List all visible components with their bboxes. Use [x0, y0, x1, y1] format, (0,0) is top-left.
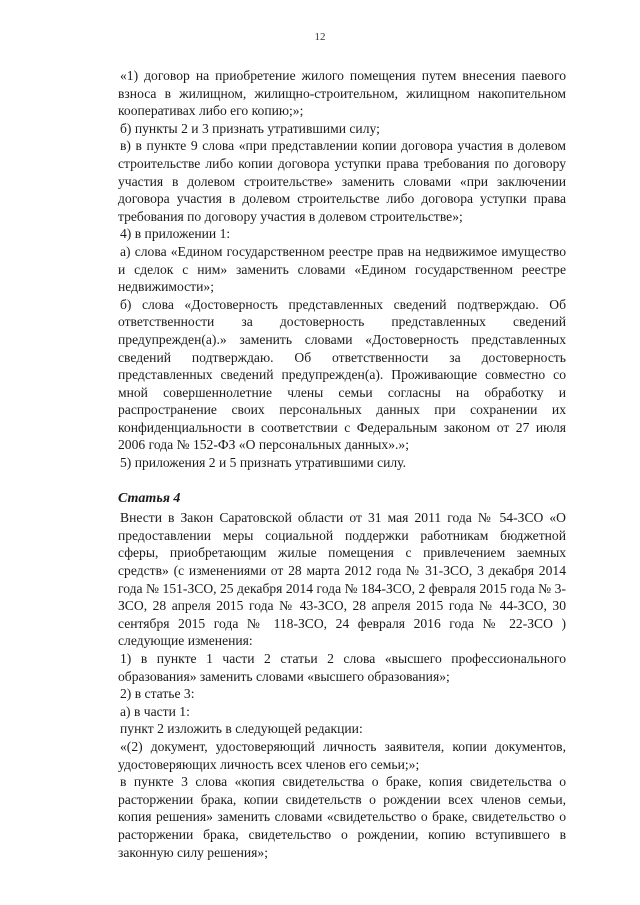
paragraph: 2) в статье 3: — [120, 686, 195, 702]
paragraph: а) слова «Едином государственном реестре прав на недвижимое имущество и сделок с ним» заменить словами «Едином государственном реестре недвижимости»; — [118, 243, 566, 295]
document-body — [118, 67, 566, 861]
paragraph: б) слова «Достоверность представленных сведений подтверждаю. Об ответственности за достоверность представленных сведений предупрежден(а).» заменить словами «Достоверность представленных сведений подтверждаю. Об ответственности за достоверность представленных сведений предупрежден(а). Проживающие совместно со мной совершеннолетние члены семьи согласны на обработку и распространение своих персональных данных при сохранении их конфиденциальности в соответствии с Федеральным законом от 27 июля 2006 года № 152-ФЗ «О персональных данных».»; — [118, 296, 566, 453]
article-heading — [118, 490, 566, 508]
paragraph: в) в пункте 9 слова «при представлении копии договора участия в долевом строительстве либо копии договора уступки права требования по договору участия в долевом строительстве» заменить словами «при заключении договора участия в долевом строительстве либо договора уступки права требования по договору участия в долевом строительстве»; — [118, 138, 566, 224]
paragraph: пункт 2 изложить в следующей редакции: — [120, 721, 363, 737]
page-number: 12 — [314, 31, 326, 43]
paragraph: 5) приложения 2 и 5 признать утратившими силу. — [120, 455, 406, 471]
paragraph: б) пункты 2 и 3 признать утратившими силу; — [120, 120, 380, 136]
paragraph: Внести в Закон Саратовской области от 31 мая 2011 года № 54-ЗСО «О предоставлении меры социальной поддержки работникам бюджетной сферы, приобретающим жилые помещения с привлечением заемных средств» (с изменениями от 28 марта 2012 года № 31-ЗСО, 3 декабря 2014 года № 151-ЗСО, 25 декабря 2014 года № 184-ЗСО, 2 февраля 2015 года № 3-ЗСО, 28 апреля 2015 года № 43-ЗСО, 28 апреля 2015 года № 44-ЗСО, 30 сентября 2015 года № 118-ЗСО, 24 февраля 2016 года № 22-ЗСО ) следующие изменения: — [118, 510, 566, 649]
paragraph: а) в части 1: — [120, 703, 190, 719]
paragraph: 4) в приложении 1: — [120, 226, 231, 242]
paragraph: «(2) документ, удостоверяющий личность заявителя, копии документов, удостоверяющих личность всех членов его семьи;»; — [118, 738, 566, 772]
article-heading-text: Статья 4 — [118, 490, 181, 506]
paragraph: «1) договор на приобретение жилого помещения путем внесения паевого взноса в жилищном, жилищно-строительном, жилищном накопительном кооперативах либо его копию;»; — [118, 68, 566, 119]
paragraph: 1) в пункте 1 части 2 статьи 2 слова «высшего профессионального образования» заменить словами «высшего образования»; — [118, 651, 566, 684]
paragraph: в пункте 3 слова «копия свидетельства о браке, копия свидетельства о расторжении брака, копии свидетельств о рождении всех членов семьи, копия решения» заменить словами «свидетельство о браке, свидетельство о расторжении брака, свидетельство о рождении, копию вступившего в законную силу решения»; — [118, 774, 566, 860]
